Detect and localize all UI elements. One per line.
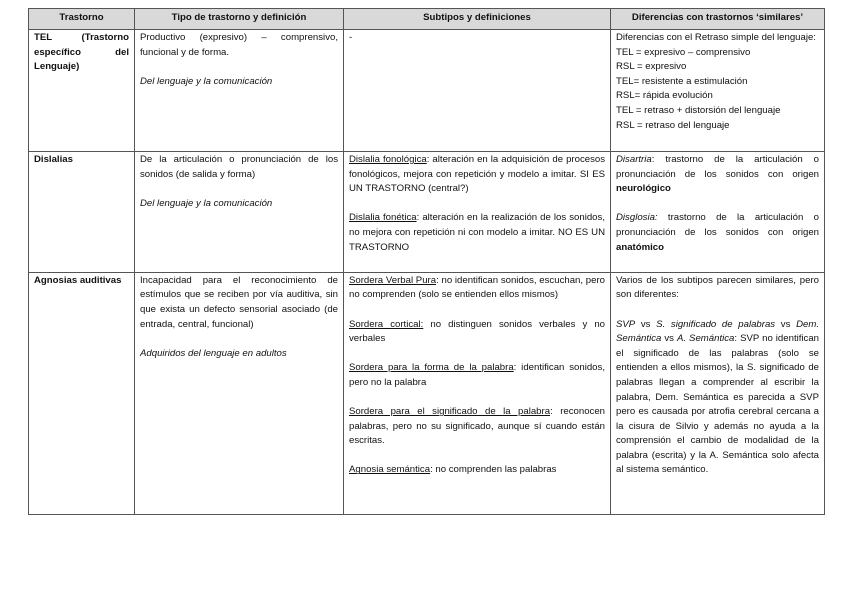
text: Productivo (expresivo) – comprensivo, funcional y de forma. xyxy=(140,32,338,58)
subtype-term: Agnosia semántica xyxy=(349,464,431,476)
cell-tipo xyxy=(135,272,344,514)
subtype-term: Dislalia fonética xyxy=(349,212,417,224)
text: : alteración en la adquisición de procesos fonológicos, mejora con repetición y modelo a imitar. SI ES UN TRASTORNO (central?) xyxy=(349,154,606,195)
table-row xyxy=(29,30,825,152)
text: Varios de los subtipos parecen similares, pero son diferentes: xyxy=(616,274,819,301)
diferencias-paragraph xyxy=(616,119,819,134)
cell-subtipos xyxy=(344,152,611,273)
subtype-term: Sordera Verbal Pura xyxy=(349,274,437,286)
cell-subtipos xyxy=(344,272,611,514)
subtype-term: Sordera cortical: xyxy=(349,318,424,330)
italic-text: Disartria xyxy=(616,154,652,165)
header-diferencias: Diferencias con trastornos ‘similares’ xyxy=(611,9,825,30)
italic-text: Del lenguaje y la comunicación xyxy=(140,197,273,209)
subtipos-paragraph xyxy=(349,31,605,46)
header-subtipos: Subtipos y definiciones xyxy=(344,9,611,30)
tipo-paragraph xyxy=(140,153,338,182)
italic-text: Dem. Semántica xyxy=(616,318,819,345)
text: trastorno de la articulación o pronunciación de los sonidos con origen xyxy=(616,212,819,238)
text: : reconocen palabras, pero no su significado, aunque sí cuando están escritas. xyxy=(349,406,605,447)
cell-subtipos xyxy=(344,30,611,152)
tipo-paragraph xyxy=(140,75,338,90)
subtype-term: Sordera para el significado de la palabra xyxy=(349,406,551,418)
subtype-term: Sordera para la forma de la palabra xyxy=(349,362,514,374)
cell-tipo xyxy=(135,30,344,152)
subtipos-paragraph xyxy=(349,463,605,478)
text: RSL = retraso del lenguaje xyxy=(616,119,730,131)
text: no distinguen sonidos verbales y no verbales xyxy=(349,318,605,345)
diferencias-paragraph xyxy=(616,318,819,479)
text: : no identifican sonidos, escuchan, pero no comprenden (solo se entienden ellos mismos) xyxy=(349,274,605,301)
text: : no comprenden las palabras xyxy=(430,464,557,476)
bold-text: anatómico xyxy=(616,241,664,253)
header-trastorno: Trastorno xyxy=(29,9,135,30)
subtype-term: Dislalia fonológica xyxy=(349,154,427,165)
text: Incapacidad para el reconocimiento de estímulos que se reciben por vía auditiva, sin que exista un defecto sensorial asociado (de entrada, central, funcional) xyxy=(140,274,338,330)
table-row xyxy=(29,272,825,514)
cell-trastorno: TEL (Trastorno específico del Lenguaje) xyxy=(29,30,135,152)
text: TEL= resistente a estimulación xyxy=(616,75,748,87)
cell-diferencias xyxy=(611,152,825,273)
tipo-paragraph xyxy=(140,274,338,332)
italic-text: A. Semántica xyxy=(676,333,735,345)
diferencias-paragraph xyxy=(616,46,819,61)
diferencias-paragraph xyxy=(616,274,819,303)
disorders-table xyxy=(28,8,825,515)
diferencias-paragraph xyxy=(616,75,819,90)
subtipos-paragraph xyxy=(349,274,605,303)
diferencias-paragraph xyxy=(616,211,819,255)
text: TEL = expresivo – comprensivo xyxy=(616,46,751,58)
tipo-paragraph xyxy=(140,347,338,362)
cell-diferencias xyxy=(611,272,825,514)
italic-text: Disglosia: xyxy=(616,212,658,224)
text: : identifican sonidos, pero no la palabra xyxy=(349,362,605,388)
text: : SVP no identifican el significado de las palabras (solo se entienden a ellos mismos), la S. significado de palabras llegan a comprender al escribir la palabra, Dem. Semántica es parecida a SVP pero es causada por atrofia cerebral cercana a la cisura de Silvio y además no ayuda a la comprensión el cambio de modalidad de la palabra (escrita) y la A. Semántica solo afecta al sistema semántico. xyxy=(616,333,820,476)
diferencias-paragraph xyxy=(616,31,819,46)
diferencias-paragraph xyxy=(616,89,819,104)
italic-text: S. significado de palabras xyxy=(656,318,776,330)
text: vs xyxy=(775,318,797,330)
bold-text: neurológico xyxy=(616,183,671,195)
italic-text: Adquiridos del lenguaje en adultos xyxy=(140,347,287,359)
cell-diferencias xyxy=(611,30,825,152)
text: RSL= rápida evolución xyxy=(616,90,713,102)
italic-text: Del lenguaje y la comunicación xyxy=(140,75,273,87)
italic-text: SVP xyxy=(616,318,636,330)
cell-trastorno: Dislalias xyxy=(29,152,135,273)
text: De la articulación o pronunciación de los sonidos (de salida y forma) xyxy=(140,154,338,180)
text: : alteración en la realización de los sonidos, no mejora con repetición ni con modelo a imitar. NO ES UN TRASTORNO xyxy=(349,212,605,253)
subtipos-paragraph xyxy=(349,318,605,347)
text: : trastorno de la articulación o pronunciación de los sonidos con origen xyxy=(616,154,819,180)
diferencias-paragraph xyxy=(616,60,819,75)
cell-trastorno: Agnosias auditivas xyxy=(29,272,135,514)
text: TEL = retraso + distorsión del lenguaje xyxy=(616,104,781,116)
header-row xyxy=(29,9,825,30)
text: Diferencias con el Retraso simple del lenguaje: xyxy=(616,32,816,43)
subtipos-paragraph xyxy=(349,153,605,197)
diferencias-paragraph xyxy=(616,153,819,197)
table-row xyxy=(29,152,825,273)
header-tipo: Tipo de trastorno y definición xyxy=(135,9,344,30)
tipo-paragraph xyxy=(140,31,338,60)
subtipos-paragraph xyxy=(349,211,605,255)
subtipos-paragraph xyxy=(349,405,605,449)
text: - xyxy=(349,32,353,43)
tipo-paragraph xyxy=(140,197,338,212)
cell-tipo xyxy=(135,152,344,273)
text: vs xyxy=(635,318,657,330)
text: RSL = expresivo xyxy=(616,61,687,73)
subtipos-paragraph xyxy=(349,361,605,390)
text: vs xyxy=(661,333,677,345)
diferencias-paragraph xyxy=(616,104,819,119)
